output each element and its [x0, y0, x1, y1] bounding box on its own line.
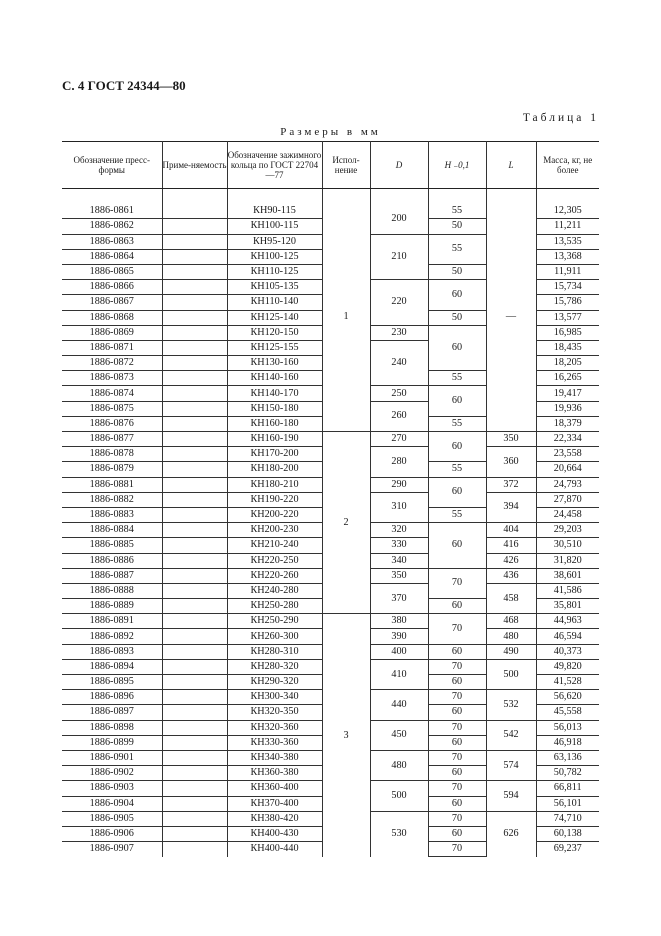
- mass-cell: 66,811: [536, 781, 599, 796]
- designation-cell: 1886-0904: [62, 796, 162, 811]
- designation-cell: 1886-0895: [62, 675, 162, 690]
- designation-cell: 1886-0884: [62, 523, 162, 538]
- dimensions-table: [62, 141, 599, 857]
- designation-cell: 1886-0902: [62, 766, 162, 781]
- D-cell: 260: [370, 401, 428, 431]
- designation-cell: 1886-0878: [62, 447, 162, 462]
- applicability-cell: [162, 720, 227, 735]
- ring-cell: КН160-190: [227, 432, 322, 447]
- applicability-cell: [162, 629, 227, 644]
- designation-cell: 1886-0871: [62, 340, 162, 355]
- ring-cell: КН240-280: [227, 583, 322, 598]
- designation-cell: 1886-0872: [62, 356, 162, 371]
- D-cell: 440: [370, 690, 428, 720]
- applicability-cell: [162, 416, 227, 431]
- designation-cell: 1886-0898: [62, 720, 162, 735]
- mass-cell: 15,734: [536, 280, 599, 295]
- ring-cell: КН340-380: [227, 750, 322, 765]
- designation-cell: 1886-0876: [62, 416, 162, 431]
- H-cell: 70: [428, 842, 486, 857]
- ring-cell: КН160-180: [227, 416, 322, 431]
- L-cell: 394: [486, 492, 536, 522]
- L-cell: 458: [486, 583, 536, 613]
- table-row: [62, 432, 599, 447]
- D-cell: 400: [370, 644, 428, 659]
- H-cell: 55: [428, 234, 486, 264]
- designation-cell: 1886-0892: [62, 629, 162, 644]
- ring-cell: КН125-155: [227, 340, 322, 355]
- L-cell: 404: [486, 523, 536, 538]
- H-cell: 60: [428, 523, 486, 569]
- applicability-cell: [162, 295, 227, 310]
- D-cell: 350: [370, 568, 428, 583]
- applicability-cell: [162, 204, 227, 219]
- applicability-cell: [162, 492, 227, 507]
- designation-cell: 1886-0869: [62, 325, 162, 340]
- table-row: [62, 614, 599, 629]
- ring-cell: КН260-300: [227, 629, 322, 644]
- mass-cell: 49,820: [536, 659, 599, 674]
- H-cell: 60: [428, 599, 486, 614]
- H-cell: 50: [428, 264, 486, 279]
- ring-cell: КН360-380: [227, 766, 322, 781]
- L-cell: 372: [486, 477, 536, 492]
- designation-cell: 1886-0886: [62, 553, 162, 568]
- ring-cell: КН290-320: [227, 675, 322, 690]
- applicability-cell: [162, 249, 227, 264]
- designation-cell: 1886-0891: [62, 614, 162, 629]
- designation-cell: 1886-0874: [62, 386, 162, 401]
- table-row: [62, 204, 599, 219]
- mass-cell: 45,558: [536, 705, 599, 720]
- H-cell: 50: [428, 219, 486, 234]
- H-cell: 60: [428, 644, 486, 659]
- H-cell: 60: [428, 477, 486, 507]
- H-cell: 70: [428, 720, 486, 735]
- designation-cell: 1886-0864: [62, 249, 162, 264]
- applicability-cell: [162, 447, 227, 462]
- mass-cell: 74,710: [536, 811, 599, 826]
- H-cell: 55: [428, 371, 486, 386]
- ring-cell: КН210-240: [227, 538, 322, 553]
- applicability-cell: [162, 371, 227, 386]
- mass-cell: 63,136: [536, 750, 599, 765]
- applicability-cell: [162, 538, 227, 553]
- mass-cell: 24,458: [536, 507, 599, 522]
- applicability-cell: [162, 735, 227, 750]
- D-cell: 240: [370, 340, 428, 386]
- ring-cell: КН280-320: [227, 659, 322, 674]
- ring-cell: КН400-430: [227, 826, 322, 841]
- D-cell: 200: [370, 204, 428, 234]
- D-cell: 450: [370, 720, 428, 750]
- designation-cell: 1886-0885: [62, 538, 162, 553]
- designation-cell: 1886-0907: [62, 842, 162, 857]
- ring-cell: КН380-420: [227, 811, 322, 826]
- designation-cell: 1886-0894: [62, 659, 162, 674]
- L-cell: 500: [486, 659, 536, 689]
- mass-cell: 40,373: [536, 644, 599, 659]
- H-cell: 55: [428, 462, 486, 477]
- D-cell: 340: [370, 553, 428, 568]
- D-cell: 500: [370, 781, 428, 811]
- version-cell: 3: [322, 614, 370, 857]
- designation-cell: 1886-0901: [62, 750, 162, 765]
- designation-cell: 1886-0867: [62, 295, 162, 310]
- designation-cell: 1886-0873: [62, 371, 162, 386]
- applicability-cell: [162, 796, 227, 811]
- D-cell: 390: [370, 629, 428, 644]
- designation-cell: 1886-0899: [62, 735, 162, 750]
- D-cell: 330: [370, 538, 428, 553]
- mass-cell: 69,237: [536, 842, 599, 857]
- ring-cell: КН110-125: [227, 264, 322, 279]
- designation-cell: 1886-0865: [62, 264, 162, 279]
- ring-cell: КН125-140: [227, 310, 322, 325]
- designation-cell: 1886-0875: [62, 401, 162, 416]
- applicability-cell: [162, 462, 227, 477]
- designation-cell: 1886-0863: [62, 234, 162, 249]
- L-cell: 426: [486, 553, 536, 568]
- mass-cell: 46,594: [536, 629, 599, 644]
- applicability-cell: [162, 644, 227, 659]
- designation-cell: 1886-0877: [62, 432, 162, 447]
- mass-cell: 27,870: [536, 492, 599, 507]
- mass-cell: 13,368: [536, 249, 599, 264]
- table-body: [62, 189, 599, 857]
- applicability-cell: [162, 432, 227, 447]
- L-cell: 574: [486, 750, 536, 780]
- ring-cell: КН200-230: [227, 523, 322, 538]
- ring-cell: КН370-400: [227, 796, 322, 811]
- ring-cell: КН200-220: [227, 507, 322, 522]
- D-cell: 290: [370, 477, 428, 492]
- applicability-cell: [162, 507, 227, 522]
- ring-cell: КН100-125: [227, 249, 322, 264]
- H-cell: 60: [428, 325, 486, 371]
- ring-cell: КН100-115: [227, 219, 322, 234]
- designation-cell: 1886-0883: [62, 507, 162, 522]
- H-cell: 55: [428, 416, 486, 431]
- D-cell: 220: [370, 280, 428, 326]
- mass-cell: 50,782: [536, 766, 599, 781]
- ring-cell: КН110-140: [227, 295, 322, 310]
- applicability-cell: [162, 583, 227, 598]
- ring-cell: КН105-135: [227, 280, 322, 295]
- designation-cell: 1886-0888: [62, 583, 162, 598]
- ring-cell: КН140-160: [227, 371, 322, 386]
- applicability-cell: [162, 553, 227, 568]
- D-cell: 250: [370, 386, 428, 401]
- designation-cell: 1886-0882: [62, 492, 162, 507]
- L-cell: 468: [486, 614, 536, 629]
- ring-cell: КН300-340: [227, 690, 322, 705]
- H-cell: 70: [428, 811, 486, 826]
- L-cell: 436: [486, 568, 536, 583]
- applicability-cell: [162, 477, 227, 492]
- D-cell: 230: [370, 325, 428, 340]
- page-header: С. 4 ГОСТ 24344—80: [62, 78, 186, 93]
- H-cell: 60: [428, 386, 486, 416]
- L-cell: 480: [486, 629, 536, 644]
- L-cell: 594: [486, 781, 536, 811]
- ring-cell: КН220-250: [227, 553, 322, 568]
- designation-cell: 1886-0893: [62, 644, 162, 659]
- col-H: H ₋0,1: [428, 142, 486, 189]
- ring-cell: КН190-220: [227, 492, 322, 507]
- H-cell: 60: [428, 432, 486, 462]
- col-applicability: Приме-няемость: [162, 142, 227, 189]
- ring-cell: КН250-280: [227, 599, 322, 614]
- designation-cell: 1886-0905: [62, 811, 162, 826]
- mass-cell: 31,820: [536, 553, 599, 568]
- mass-cell: 56,101: [536, 796, 599, 811]
- designation-cell: 1886-0881: [62, 477, 162, 492]
- D-cell: 370: [370, 583, 428, 613]
- mass-cell: 16,985: [536, 325, 599, 340]
- designation-cell: 1886-0906: [62, 826, 162, 841]
- designation-cell: 1886-0897: [62, 705, 162, 720]
- designation-cell: 1886-0868: [62, 310, 162, 325]
- L-cell: 626: [486, 811, 536, 857]
- designation-cell: 1886-0903: [62, 781, 162, 796]
- applicability-cell: [162, 264, 227, 279]
- applicability-cell: [162, 280, 227, 295]
- mass-cell: 38,601: [536, 568, 599, 583]
- D-cell: 380: [370, 614, 428, 629]
- L-cell: 532: [486, 690, 536, 720]
- H-cell: 70: [428, 659, 486, 674]
- mass-cell: 18,379: [536, 416, 599, 431]
- H-cell: 55: [428, 204, 486, 219]
- ring-cell: КН140-170: [227, 386, 322, 401]
- designation-cell: 1886-0887: [62, 568, 162, 583]
- mass-cell: 18,435: [536, 340, 599, 355]
- mass-cell: 22,334: [536, 432, 599, 447]
- mass-cell: 18,205: [536, 356, 599, 371]
- ring-cell: КН280-310: [227, 644, 322, 659]
- H-cell: 60: [428, 766, 486, 781]
- H-cell: 70: [428, 690, 486, 705]
- mass-cell: 15,786: [536, 295, 599, 310]
- L-cell: 542: [486, 720, 536, 750]
- mass-cell: 56,013: [536, 720, 599, 735]
- ring-cell: КН180-200: [227, 462, 322, 477]
- mass-cell: 12,305: [536, 204, 599, 219]
- applicability-cell: [162, 811, 227, 826]
- L-cell: —: [486, 204, 536, 432]
- mass-cell: 24,793: [536, 477, 599, 492]
- H-cell: 70: [428, 781, 486, 796]
- ring-cell: КН90-115: [227, 204, 322, 219]
- table-label: Таблица 1: [522, 112, 599, 124]
- D-cell: 280: [370, 447, 428, 477]
- applicability-cell: [162, 826, 227, 841]
- col-mass: Масса, кг, не более: [536, 142, 599, 189]
- mass-cell: 19,417: [536, 386, 599, 401]
- col-D: D: [370, 142, 428, 189]
- mass-cell: 23,558: [536, 447, 599, 462]
- H-cell: 55: [428, 507, 486, 522]
- col-ring: Обозначение зажимного кольца по ГОСТ 22704—77: [227, 142, 322, 189]
- designation-cell: 1886-0896: [62, 690, 162, 705]
- H-cell: 70: [428, 750, 486, 765]
- applicability-cell: [162, 356, 227, 371]
- applicability-cell: [162, 523, 227, 538]
- mass-cell: 11,211: [536, 219, 599, 234]
- ring-cell: КН170-200: [227, 447, 322, 462]
- mass-cell: 16,265: [536, 371, 599, 386]
- mass-cell: 35,801: [536, 599, 599, 614]
- mass-cell: 60,138: [536, 826, 599, 841]
- applicability-cell: [162, 401, 227, 416]
- D-cell: 320: [370, 523, 428, 538]
- applicability-cell: [162, 219, 227, 234]
- designation-cell: 1886-0889: [62, 599, 162, 614]
- L-cell: 350: [486, 432, 536, 447]
- version-cell: 2: [322, 432, 370, 614]
- ring-cell: КН320-350: [227, 705, 322, 720]
- ring-cell: КН180-210: [227, 477, 322, 492]
- H-cell: 60: [428, 705, 486, 720]
- applicability-cell: [162, 340, 227, 355]
- H-cell: 60: [428, 796, 486, 811]
- applicability-cell: [162, 325, 227, 340]
- H-cell: 50: [428, 310, 486, 325]
- applicability-cell: [162, 781, 227, 796]
- applicability-cell: [162, 842, 227, 857]
- applicability-cell: [162, 386, 227, 401]
- ring-cell: КН360-400: [227, 781, 322, 796]
- version-cell: 1: [322, 204, 370, 432]
- ring-cell: КН250-290: [227, 614, 322, 629]
- ring-cell: КН330-360: [227, 735, 322, 750]
- mass-cell: 41,586: [536, 583, 599, 598]
- applicability-cell: [162, 599, 227, 614]
- D-cell: 310: [370, 492, 428, 522]
- mass-cell: 19,936: [536, 401, 599, 416]
- designation-cell: 1886-0879: [62, 462, 162, 477]
- designation-cell: 1886-0866: [62, 280, 162, 295]
- D-cell: 410: [370, 659, 428, 689]
- ring-cell: КН95-120: [227, 234, 322, 249]
- L-cell: 416: [486, 538, 536, 553]
- H-cell: 60: [428, 280, 486, 310]
- mass-cell: 13,577: [536, 310, 599, 325]
- H-cell: 60: [428, 826, 486, 841]
- H-cell: 60: [428, 675, 486, 690]
- D-cell: 530: [370, 811, 428, 857]
- mass-cell: 41,528: [536, 675, 599, 690]
- mass-cell: 44,963: [536, 614, 599, 629]
- applicability-cell: [162, 766, 227, 781]
- applicability-cell: [162, 568, 227, 583]
- applicability-cell: [162, 614, 227, 629]
- col-version: Испол-нение: [322, 142, 370, 189]
- D-cell: 210: [370, 234, 428, 280]
- mass-cell: 29,203: [536, 523, 599, 538]
- applicability-cell: [162, 310, 227, 325]
- applicability-cell: [162, 690, 227, 705]
- ring-cell: КН150-180: [227, 401, 322, 416]
- col-designation: Обозначение пресс-формы: [62, 142, 162, 189]
- dimensions-caption: Размеры в мм: [280, 126, 381, 138]
- mass-cell: 13,535: [536, 234, 599, 249]
- applicability-cell: [162, 234, 227, 249]
- applicability-cell: [162, 705, 227, 720]
- applicability-cell: [162, 675, 227, 690]
- applicability-cell: [162, 750, 227, 765]
- mass-cell: 56,620: [536, 690, 599, 705]
- mass-cell: 46,918: [536, 735, 599, 750]
- ring-cell: КН400-440: [227, 842, 322, 857]
- H-cell: 70: [428, 614, 486, 644]
- ring-cell: КН120-150: [227, 325, 322, 340]
- H-cell: 70: [428, 568, 486, 598]
- col-L: L: [486, 142, 536, 189]
- L-cell: 360: [486, 447, 536, 477]
- mass-cell: 11,911: [536, 264, 599, 279]
- ring-cell: КН130-160: [227, 356, 322, 371]
- D-cell: 480: [370, 750, 428, 780]
- ring-cell: КН320-360: [227, 720, 322, 735]
- mass-cell: 20,664: [536, 462, 599, 477]
- D-cell: 270: [370, 432, 428, 447]
- applicability-cell: [162, 659, 227, 674]
- L-cell: 490: [486, 644, 536, 659]
- mass-cell: 30,510: [536, 538, 599, 553]
- ring-cell: КН220-260: [227, 568, 322, 583]
- designation-cell: 1886-0862: [62, 219, 162, 234]
- H-cell: 60: [428, 735, 486, 750]
- designation-cell: 1886-0861: [62, 204, 162, 219]
